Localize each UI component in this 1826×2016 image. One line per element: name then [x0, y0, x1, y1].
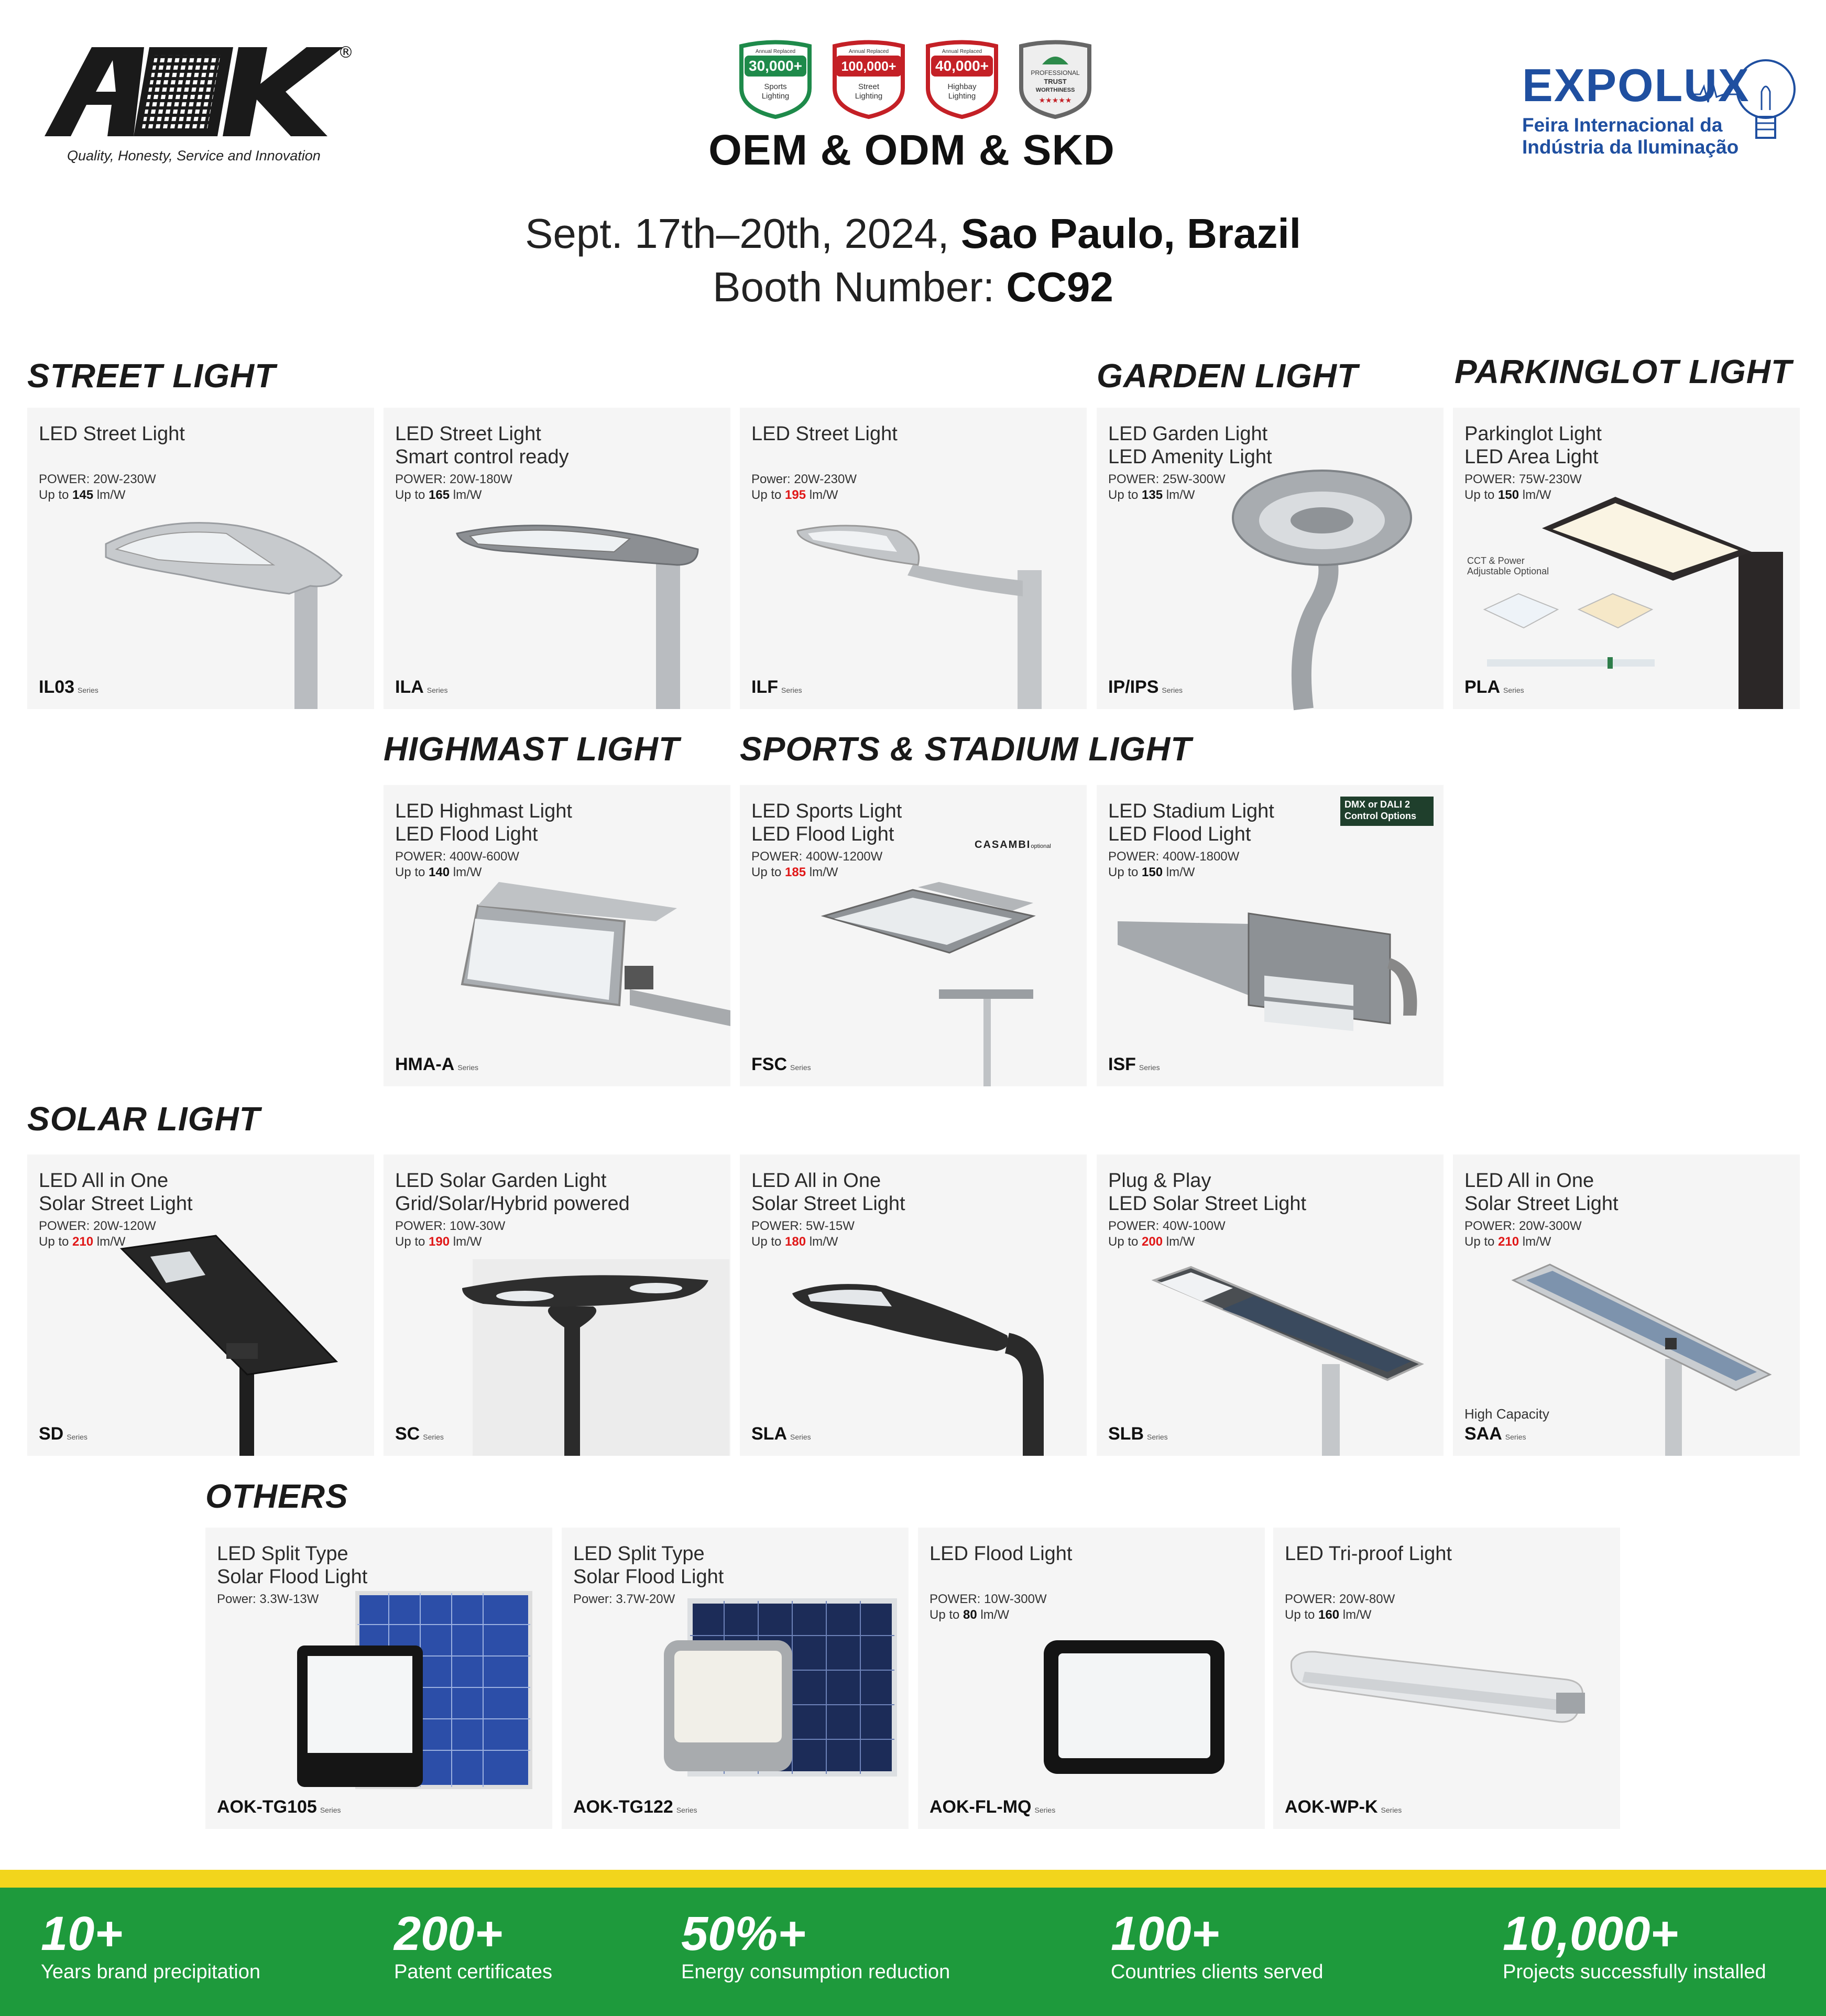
card-efficacy: Up to 140 lm/W: [395, 865, 482, 879]
card-title-1: LED Split Type: [217, 1543, 348, 1565]
stat-energy-reduction: 50%+ Energy consumption reduction: [681, 1907, 950, 1983]
card-title-1: LED Street Light: [395, 423, 541, 445]
card-efficacy: Up to 165 lm/W: [395, 488, 482, 502]
card-title-2: Solar Flood Light: [573, 1566, 724, 1588]
section-sports-stadium-light: SPORTS & STADIUM LIGHT: [740, 730, 1192, 768]
card-efficacy: Up to 210 lm/W: [1464, 1235, 1551, 1249]
card-title-2: Solar Street Light: [1464, 1193, 1619, 1215]
card-title-1: LED Sports Light: [751, 800, 902, 822]
booth-info: [0, 263, 1826, 311]
card-series: IL03 Series: [39, 677, 99, 697]
svg-text:Lighting: Lighting: [761, 92, 790, 101]
saa-note: High Capacity: [1464, 1406, 1549, 1422]
product-card-aok-tg105[interactable]: [205, 1528, 552, 1829]
stat-projects: 10,000+ Projects successfully installed: [1503, 1907, 1766, 1983]
card-power: POWER: 25W-300W: [1108, 472, 1226, 486]
product-card-aok-fl-mq[interactable]: [918, 1528, 1265, 1829]
product-card-aok-tg122[interactable]: [562, 1528, 909, 1829]
dmx-dali-badge: DMX or DALI 2 Control Options: [1340, 797, 1434, 826]
section-others: OTHERS: [205, 1477, 348, 1515]
card-title-1: LED All in One: [751, 1170, 881, 1192]
svg-text:TRUST: TRUST: [1044, 78, 1067, 85]
card-title-2: LED Solar Street Light: [1108, 1193, 1307, 1215]
product-card-isf[interactable]: [1097, 785, 1444, 1086]
svg-text:Highbay: Highbay: [947, 82, 977, 91]
svg-text:Lighting: Lighting: [855, 92, 883, 101]
card-power: Power: 3.3W-13W: [217, 1592, 319, 1606]
casambi-label: CASAMBIoptional: [975, 839, 1051, 851]
product-card-ip-ips[interactable]: [1097, 408, 1444, 709]
product-card-sc[interactable]: [384, 1154, 730, 1456]
card-title-2: LED Flood Light: [1108, 823, 1251, 845]
badge-street: [835, 42, 903, 117]
card-power: POWER: 400W-1200W: [751, 849, 883, 864]
section-solar-light: SOLAR LIGHT: [27, 1100, 260, 1138]
card-title-2: Grid/Solar/Hybrid powered: [395, 1193, 630, 1215]
svg-text:WORTHINESS: WORTHINESS: [1035, 87, 1075, 93]
card-power: Power: 20W-230W: [751, 472, 857, 486]
card-efficacy: Up to 200 lm/W: [1108, 1235, 1195, 1249]
badge-sports: [741, 42, 810, 117]
card-series: AOK-TG122 Series: [573, 1797, 697, 1817]
card-title-1: LED All in One: [1464, 1170, 1594, 1192]
card-title-2: Solar Street Light: [39, 1193, 193, 1215]
card-title-1: LED Solar Garden Light: [395, 1170, 607, 1192]
card-series: HMA-A Series: [395, 1054, 478, 1074]
product-card-il03[interactable]: [27, 408, 374, 709]
svg-text:Lighting: Lighting: [948, 92, 976, 101]
product-card-saa[interactable]: [1453, 1154, 1800, 1456]
card-series: AOK-FL-MQ Series: [930, 1797, 1056, 1817]
svg-text:30,000+: 30,000+: [749, 58, 802, 74]
card-title-2: LED Area Light: [1464, 446, 1599, 468]
expolux-title: EXPOLUX: [1522, 59, 1750, 111]
svg-text:PROFESSIONAL: PROFESSIONAL: [1031, 69, 1080, 77]
card-efficacy: Up to 150 lm/W: [1108, 865, 1195, 879]
card-title-2: Solar Street Light: [751, 1193, 905, 1215]
card-series: AOK-TG105 Series: [217, 1797, 341, 1817]
card-efficacy: Up to 210 lm/W: [39, 1235, 126, 1249]
card-title-1: LED Flood Light: [930, 1543, 1073, 1565]
stat-patents: 200+ Patent certificates: [394, 1907, 553, 1983]
svg-text:40,000+: 40,000+: [935, 58, 989, 74]
product-card-ila[interactable]: [384, 408, 730, 709]
card-power: POWER: 20W-120W: [39, 1219, 156, 1233]
event-dates-location: [0, 210, 1826, 258]
booth-label: Booth Number:: [713, 264, 995, 310]
flood-light-image: [918, 1528, 1265, 1829]
card-series: SAA Series: [1464, 1424, 1526, 1444]
card-title-1: LED Street Light: [751, 423, 898, 445]
svg-text:Annual Replaced: Annual Replaced: [942, 49, 982, 55]
card-efficacy: Up to 185 lm/W: [751, 865, 838, 879]
card-power: POWER: 20W-300W: [1464, 1219, 1582, 1233]
event-place: Sao Paulo, Brazil: [960, 210, 1301, 257]
stat-countries: 100+ Countries clients served: [1111, 1907, 1324, 1983]
oem-odm-skd-title: OEM & ODM & SKD: [708, 126, 1115, 174]
tri-proof-light-image: [1273, 1528, 1620, 1829]
card-title-2: LED Amenity Light: [1108, 446, 1272, 468]
card-title-1: LED Street Light: [39, 423, 185, 445]
svg-text:★★★★★: ★★★★★: [1038, 96, 1072, 105]
svg-text:Annual Replaced: Annual Replaced: [848, 49, 889, 55]
cct-note-2: Adjustable Optional: [1467, 566, 1549, 576]
card-series: SLA Series: [751, 1424, 811, 1444]
expolux-subtitle-2: Indústria da Iluminação: [1522, 136, 1739, 158]
card-efficacy: Up to 190 lm/W: [395, 1235, 482, 1249]
card-series: SLB Series: [1108, 1424, 1168, 1444]
card-efficacy: Up to 145 lm/W: [39, 488, 126, 502]
card-title-1: LED Highmast Light: [395, 800, 572, 822]
street-light-image: [27, 408, 374, 709]
card-power: POWER: 20W-80W: [1285, 1592, 1395, 1606]
stat-years: 10+ Years brand precipitation: [41, 1907, 260, 1983]
product-card-hma-a[interactable]: [384, 785, 730, 1086]
card-efficacy: Up to 180 lm/W: [751, 1235, 838, 1249]
card-title-2: Solar Flood Light: [217, 1566, 368, 1588]
brand-tagline: Quality, Honesty, Service and Innovation: [67, 148, 321, 164]
card-power: POWER: 20W-230W: [39, 472, 156, 486]
card-power: POWER: 400W-1800W: [1108, 849, 1240, 864]
street-light-image: [740, 408, 1087, 709]
event-dates: Sept. 17th–20th, 2024,: [525, 210, 949, 257]
card-power: POWER: 20W-180W: [395, 472, 512, 486]
card-series: SD Series: [39, 1424, 88, 1444]
svg-text:®: ®: [338, 43, 354, 62]
card-title-1: LED All in One: [39, 1170, 169, 1192]
card-efficacy: Up to 80 lm/W: [930, 1608, 1010, 1622]
card-title-2: LED Flood Light: [751, 823, 894, 845]
card-series: SC Series: [395, 1424, 444, 1444]
card-series: ILF Series: [751, 677, 802, 697]
product-card-aok-wp-k[interactable]: [1273, 1528, 1620, 1829]
card-title-2: Smart control ready: [395, 446, 569, 468]
card-power: POWER: 40W-100W: [1108, 1219, 1226, 1233]
card-power: POWER: 10W-300W: [930, 1592, 1047, 1606]
badge-highbay: [928, 42, 996, 117]
card-title-1: LED Stadium Light: [1108, 800, 1274, 822]
card-series: FSC Series: [751, 1054, 811, 1074]
section-street-light: STREET LIGHT: [27, 357, 276, 395]
card-power: Power: 3.7W-20W: [573, 1592, 675, 1606]
card-efficacy: Up to 150 lm/W: [1464, 488, 1551, 502]
card-series: PLA Series: [1464, 677, 1524, 697]
section-highmast-light: HIGHMAST LIGHT: [384, 730, 680, 768]
product-card-sd[interactable]: [27, 1154, 374, 1456]
section-garden-light: GARDEN LIGHT: [1097, 357, 1359, 395]
product-card-sla[interactable]: [740, 1154, 1087, 1456]
booth-number: CC92: [1006, 264, 1113, 310]
award-badges: [736, 41, 1090, 119]
svg-text:100,000+: 100,000+: [841, 59, 896, 74]
svg-text:Sports: Sports: [764, 82, 787, 91]
footer-yellow-strip: [0, 1870, 1826, 1888]
expolux-subtitle-1: Feira Internacional da: [1522, 114, 1723, 136]
product-card-ilf[interactable]: [740, 408, 1087, 709]
svg-text:Annual Replaced: Annual Replaced: [755, 49, 796, 55]
svg-text:Street: Street: [858, 82, 880, 91]
product-card-pla[interactable]: [1453, 408, 1800, 709]
card-title-2: LED Flood Light: [395, 823, 538, 845]
aok-logo: [45, 42, 354, 141]
product-card-slb[interactable]: [1097, 1154, 1444, 1456]
card-power: POWER: 400W-600W: [395, 849, 519, 864]
card-efficacy: Up to 160 lm/W: [1285, 1608, 1372, 1622]
card-title-1: Parkinglot Light: [1464, 423, 1602, 445]
card-series: AOK-WP-K Series: [1285, 1797, 1402, 1817]
card-title-1: LED Tri-proof Light: [1285, 1543, 1452, 1565]
card-power: POWER: 5W-15W: [751, 1219, 855, 1233]
cct-note-1: CCT & Power: [1467, 555, 1525, 566]
product-card-fsc[interactable]: [740, 785, 1087, 1086]
card-efficacy: Up to 195 lm/W: [751, 488, 838, 502]
card-series: ISF Series: [1108, 1054, 1160, 1074]
card-title-1: Plug & Play: [1108, 1170, 1211, 1192]
card-efficacy: Up to 135 lm/W: [1108, 488, 1195, 502]
card-title-1: LED Garden Light: [1108, 423, 1268, 445]
card-title-1: LED Split Type: [573, 1543, 705, 1565]
card-power: POWER: 10W-30W: [395, 1219, 506, 1233]
badge-trust: [1021, 42, 1089, 117]
section-parkinglot-light: PARKINGLOT LIGHT: [1455, 353, 1792, 390]
card-power: POWER: 75W-230W: [1464, 472, 1582, 486]
card-series: IP/IPS Series: [1108, 677, 1183, 697]
card-series: ILA Series: [395, 677, 448, 697]
